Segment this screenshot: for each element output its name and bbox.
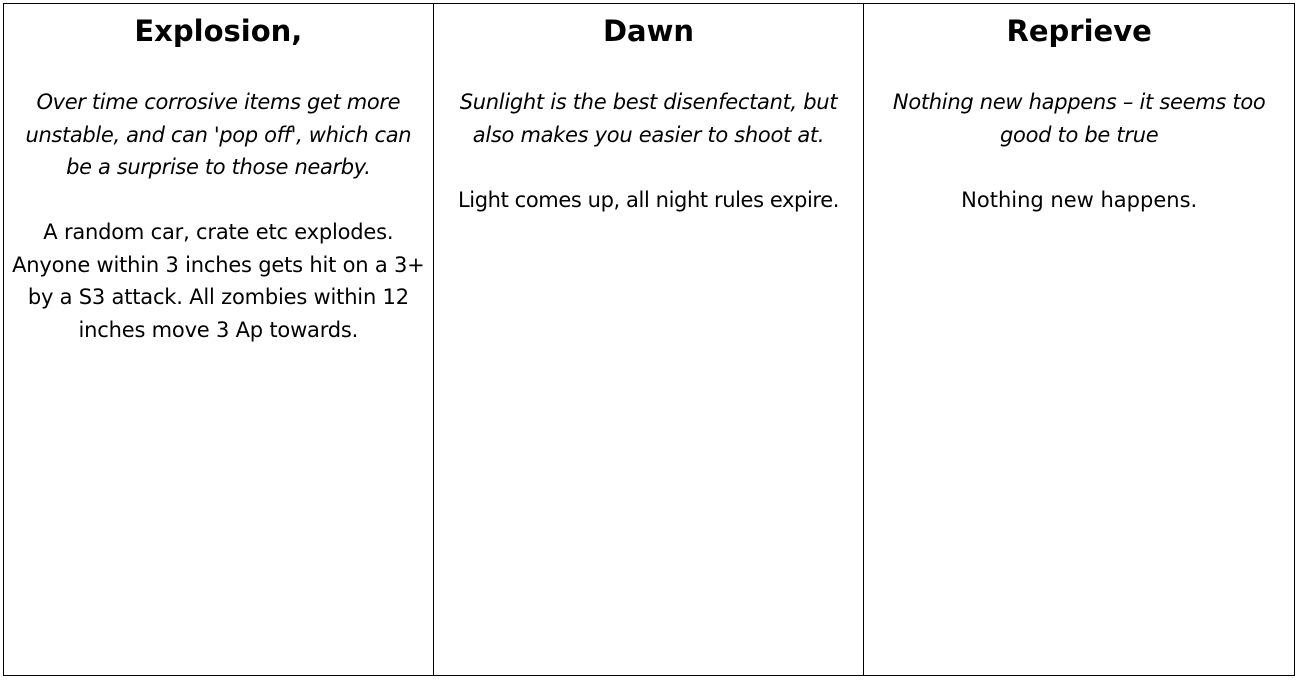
card-title: Explosion, xyxy=(134,14,303,48)
card-flavor-text: Nothing new happens – it seems too good to be true xyxy=(892,90,1266,147)
card-flavor-text: Sunlight is the best disenfectant, but also makes you easier to shoot at. xyxy=(459,90,838,147)
card-title: Dawn xyxy=(602,14,695,48)
card-rule-text: A random car, crate etc explodes. Anyone within 3 inches gets hit on a 3+ by a S3 attack. All zombies within 12 inches move 3 Ap towards. xyxy=(12,220,425,342)
card-flavor-text: Over time corrosive items get more unstable, and can 'pop off', which can be a surprise to those nearby. xyxy=(25,90,412,179)
card-rule-text: Light comes up, all night rules expire. xyxy=(458,187,839,212)
card-rule-text: Nothing new happens. xyxy=(961,187,1198,212)
event-card-table xyxy=(3,3,1295,676)
card-title: Reprieve xyxy=(1006,14,1152,48)
event-card-dawn xyxy=(434,4,865,675)
event-card-reprieve xyxy=(864,4,1295,675)
event-card-explosion xyxy=(4,4,434,675)
